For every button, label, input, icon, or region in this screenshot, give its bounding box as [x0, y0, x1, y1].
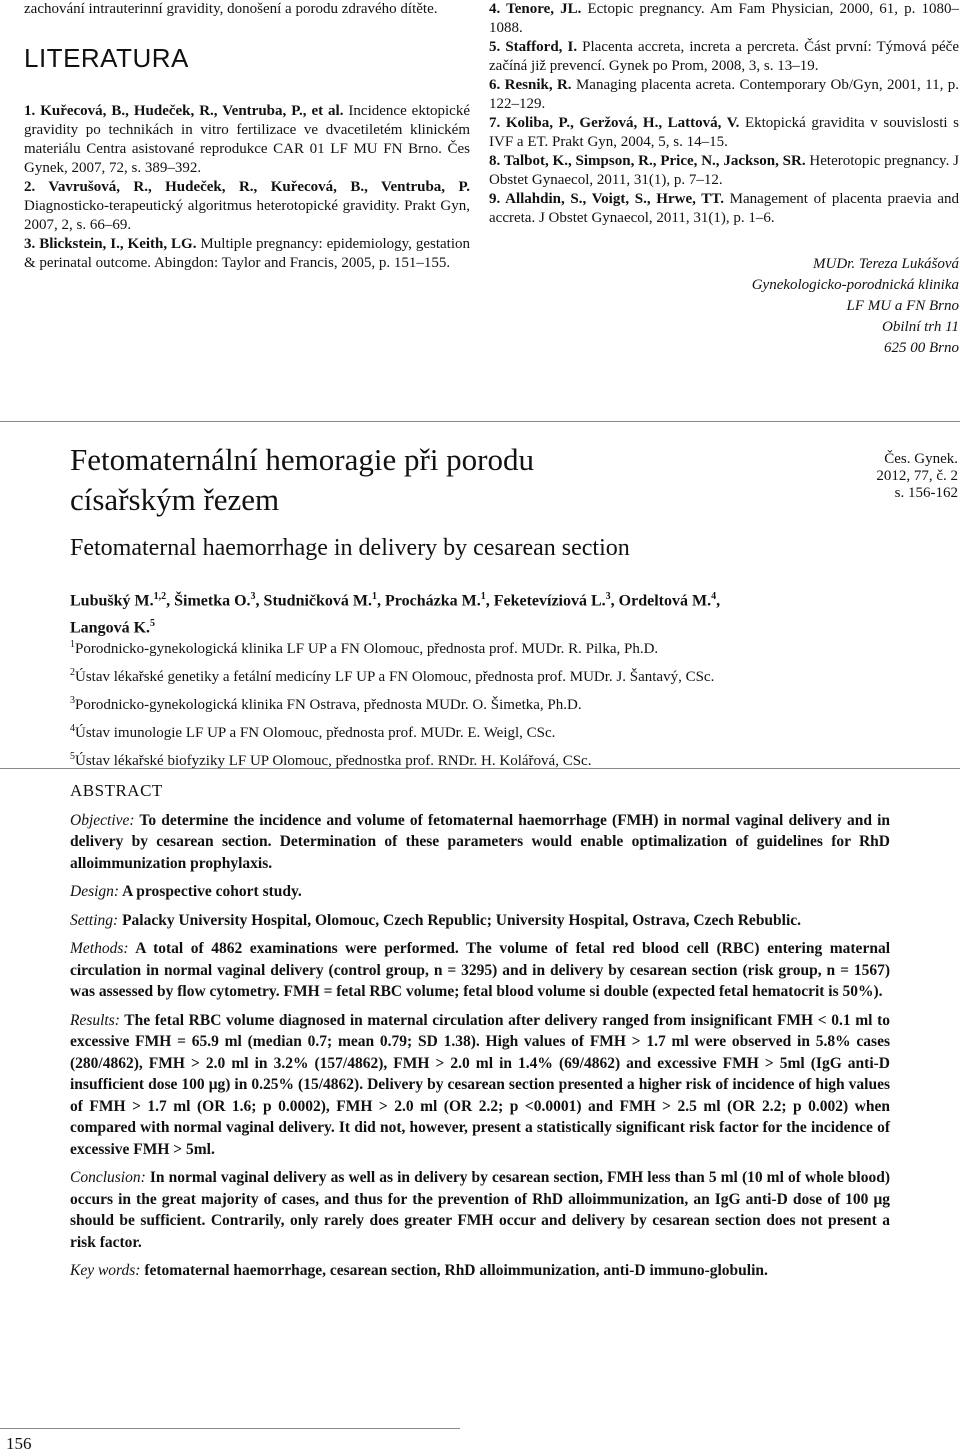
- author-name: Langová K.: [70, 619, 151, 637]
- signature-line: MUDr. Tereza Lukášová: [813, 256, 959, 272]
- affiliation-item: [70, 689, 930, 717]
- reference-list-left: [24, 102, 470, 273]
- reference-item: [24, 235, 470, 273]
- reference-item: [489, 76, 959, 114]
- abstract-body: [70, 810, 890, 1282]
- abstract-section-label: Setting:: [70, 911, 119, 929]
- affiliation-number: 1: [70, 639, 75, 650]
- abstract: [70, 780, 890, 1289]
- reference-text: Management of placenta praevia and accreta. J Obstet Gynaecol, 2011, 31(1), p. 1–6.: [489, 191, 959, 226]
- abstract-section-label: Key words:: [70, 1262, 141, 1279]
- author-affiliation-mark: 1,2: [153, 591, 167, 602]
- abstract-section: [70, 1260, 890, 1282]
- reference-text: Multiple pregnancy: epidemiology, gestation & perinatal outcome. Abingdon: Taylor and Francis, 2005, p. 151–155.: [24, 236, 470, 271]
- signature-line: Gynekologicko-porodnická klinika: [751, 277, 959, 293]
- journal-pages: s. 156-162: [894, 485, 958, 501]
- affiliation-number: 2: [70, 667, 75, 678]
- author-separator: ,: [166, 592, 175, 610]
- affiliation-list: [70, 633, 930, 773]
- signature-line: 625 00 Brno: [884, 340, 959, 356]
- reference-authors: 9. Allahdin, S., Voigt, S., Hrwe, TT.: [489, 191, 724, 207]
- reference-list-right: [489, 0, 959, 228]
- reference-text: Heterotopic pregnancy. J Obstet Gynaecol, 2011, 31(1), p. 7–12.: [489, 153, 959, 188]
- abstract-section-label: Design:: [70, 883, 120, 900]
- author-affiliation-mark: 1: [372, 591, 378, 602]
- abstract-section-label: Methods:: [70, 940, 129, 957]
- reference-item: [489, 152, 959, 190]
- section-divider-top: [0, 421, 960, 422]
- abstract-section-label: Results:: [70, 1011, 120, 1029]
- page-number: 156: [6, 1434, 32, 1453]
- author-affiliation-mark: 1: [480, 591, 486, 602]
- article-title-en: Fetomaternal haemorrhage in delivery by cesarean section: [70, 535, 630, 561]
- reference-authors: 2. Vavrušová, R., Hudeček, R., Kuřecová, B., Ventruba, P.: [24, 179, 470, 195]
- abstract-section-label: Conclusion:: [70, 1169, 146, 1186]
- author-affiliation-mark: 3: [250, 591, 256, 602]
- abstract-section: [70, 1167, 890, 1253]
- author-affiliation-mark: 5: [150, 618, 156, 630]
- abstract-section: [70, 881, 890, 903]
- abstract-section: [70, 910, 890, 932]
- author-affiliation-mark: 4: [711, 591, 717, 602]
- author-name: Feketevíziová L.: [493, 592, 606, 610]
- left-column: [24, 0, 470, 273]
- reference-text: Placenta accreta, increta a percreta. Část první: Týmová péče začíná již prevencí. Gynek po Prom, 2008, 3, s. 13–19.: [489, 39, 959, 74]
- journal-name: Čes. Gynek.: [884, 451, 958, 467]
- abstract-heading: ABSTRACT: [70, 781, 163, 800]
- reference-authors: 4. Tenore, JL.: [489, 1, 582, 17]
- article-title-cz-line2: císařským řezem: [70, 482, 280, 517]
- reference-authors: 1. Kuřecová, B., Hudeček, R., Ventruba, P., et al.: [24, 103, 344, 119]
- affiliation-item: [70, 633, 930, 661]
- reference-item: [489, 114, 959, 152]
- signature-line: Obilní trh 11: [882, 319, 959, 335]
- reference-text: Incidence ektopické gravidity po technikách in vitro fertilizace ve dvacetiletém klinickém materiálu Centra asistované reprodukce CAR 01 LF MU FN Brno. Čes Gynek, 2007, 72, s. 389–392.: [24, 103, 470, 176]
- author-separator: ,: [255, 592, 264, 610]
- affiliation-number: 3: [70, 695, 75, 706]
- abstract-section-text: A total of 4862 examinations were performed. The volume of fetal red blood cell (RBC) entering maternal circulation in normal vaginal delivery (control group, n = 3295) and in delivery by cesarean section (risk group, n = 1567) was assessed by flow cytometry. FMH = fetal RBC volume; fetal blood volume si double (expected fetal hematocrit is 50%).: [70, 940, 890, 1000]
- reference-text: Ektopická gravidita v souvislosti s IVF a ET. Prakt Gyn, 2004, 5, s. 14–15.: [489, 115, 959, 150]
- author-separator: ,: [716, 592, 721, 610]
- reference-text: Diagnosticko-terapeutický algoritmus heterotopické gravidity. Prakt Gyn, 2007, 2, s. 66–69.: [24, 198, 470, 233]
- abstract-section: [70, 1010, 890, 1161]
- abstract-section-text: In normal vaginal delivery as well as in delivery by cesarean section, FMH less than 5 ml (10 ml of whole blood) occurs in the great majority of cases, and thus for the prevention of RhD alloimmunization, an IgG anti-D dose of 100 μg should be sufficient. Contrarily, only rarely does greater FMH occur and delivery by cesarean section does not present a risk factor.: [70, 1169, 890, 1251]
- reference-text: Managing placenta acreta. Contemporary Ob/Gyn, 2001, 11, p. 122–129.: [489, 77, 959, 112]
- affiliation-item: [70, 717, 930, 745]
- reference-authors: 7. Koliba, P., Geržová, H., Lattová, V.: [489, 115, 740, 131]
- affiliation-text: Porodnicko-gynekologická klinika LF UP a FN Olomouc, přednosta prof. MUDr. R. Pilka, Ph.D.: [75, 641, 659, 657]
- author-name: Lubušký M.: [70, 592, 154, 610]
- reference-item: [24, 178, 470, 235]
- reference-item: [489, 0, 959, 38]
- abstract-section-text: fetomaternal haemorrhage, cesarean section, RhD alloimmunization, anti-D immuno-globulin.: [140, 1262, 768, 1279]
- author-separator: ,: [485, 592, 494, 610]
- abstract-section-text: To determine the incidence and volume of fetomaternal haemorrhage (FMH) in normal vaginal delivery and in delivery by cesarean section. Determination of these parameters would enable optimalization of guidelines for RhD alloimmunization prophylaxis.: [70, 811, 890, 872]
- author-affiliation-mark: 3: [605, 591, 611, 602]
- reference-authors: 8. Talbot, K., Simpson, R., Price, N., Jackson, SR.: [489, 153, 806, 169]
- reference-item: [489, 190, 959, 228]
- journal-citation: [820, 451, 958, 502]
- author-name: Studničková M.: [263, 592, 373, 610]
- continuation-text: zachování intrauterinní gravidity, donošení a porodu zdravého dítěte.: [24, 1, 438, 17]
- affiliation-number: 5: [70, 751, 75, 762]
- abstract-section-text: Palacky University Hospital, Olomouc, Czech Republic; University Hospital, Ostrava, Czech Rebublic.: [118, 911, 802, 929]
- literature-heading: LITERATURA: [24, 43, 189, 73]
- author-list: [70, 585, 870, 640]
- reference-item: [24, 102, 470, 178]
- reference-text: Ectopic pregnancy. Am Fam Physician, 2000, 61, p. 1080–1088.: [489, 1, 959, 36]
- reference-authors: 3. Blickstein, I., Keith, LG.: [24, 236, 197, 252]
- journal-volume: 2012, 77, č. 2: [876, 468, 958, 484]
- abstract-section: [70, 810, 890, 875]
- reference-authors: 6. Resnik, R.: [489, 77, 572, 93]
- author-separator: ,: [377, 592, 386, 610]
- author-name: Ordeltová M.: [618, 592, 712, 610]
- affiliation-number: 4: [70, 723, 75, 734]
- signature-line: LF MU a FN Brno: [846, 298, 959, 314]
- affiliation-text: Ústav lékařské biofyziky LF UP Olomouc, přednostka prof. RNDr. H. Kolářová, CSc.: [75, 753, 592, 769]
- affiliation-text: Ústav imunologie LF UP a FN Olomouc, přednosta prof. MUDr. E. Weigl, CSc.: [75, 725, 556, 741]
- affiliation-item: [70, 661, 930, 689]
- reference-authors: 5. Stafford, I.: [489, 39, 578, 55]
- reference-item: [489, 38, 959, 76]
- author-separator: ,: [610, 592, 619, 610]
- section-divider-bottom: [0, 768, 960, 769]
- abstract-section: [70, 938, 890, 1003]
- affiliation-text: Porodnicko-gynekologická klinika FN Ostrava, přednosta MUDr. O. Šimetka, Ph.D.: [75, 697, 582, 713]
- abstract-section-text: A prospective cohort study.: [119, 883, 302, 900]
- abstract-section-text: The fetal RBC volume diagnosed in maternal circulation after delivery ranged from insignificant FMH < 0.1 ml to excessive FMH = 65.9 ml (median 0.7; mean 0.79; SD 1.38). High values of FMH > 1.7 ml were observed in 5.8% cases (280/4862), FMH > 2.0 ml in 3.2% (157/4862), FMH > 2.0 ml in 1.4% (69/4862) and excessive FMH > 5ml (IgG anti-D insufficient dose 100 μg) in 0.25% (15/4862). Delivery by cesarean section presented a higher risk of incidence of high values of FMH > 1.7 ml (OR 1.6; p 0.0002), FMH > 2.0 ml (OR 2.2; p <0.0001) and FMH > 2.5 ml (OR 2.2; p 0.002) when compared with normal vaginal delivery. It did not, however, present a statistically significant risk factor for the incidence of excessive FMH > 5ml.: [70, 1011, 890, 1158]
- right-column: [489, 0, 959, 359]
- abstract-section-label: Objective:: [70, 811, 135, 829]
- article-title-cz-line1: Fetomaternální hemoragie při porodu: [70, 442, 535, 477]
- article-title-block: [70, 440, 830, 563]
- author-signature: [489, 254, 959, 359]
- affiliation-text: Ústav lékařské genetiky a fetální medicíny LF UP a FN Olomouc, přednosta prof. MUDr. J. Šantavý, CSc.: [75, 669, 715, 685]
- author-name: Šimetka O.: [174, 592, 251, 610]
- author-name: Procházka M.: [385, 592, 481, 610]
- footer-rule: [0, 1428, 460, 1429]
